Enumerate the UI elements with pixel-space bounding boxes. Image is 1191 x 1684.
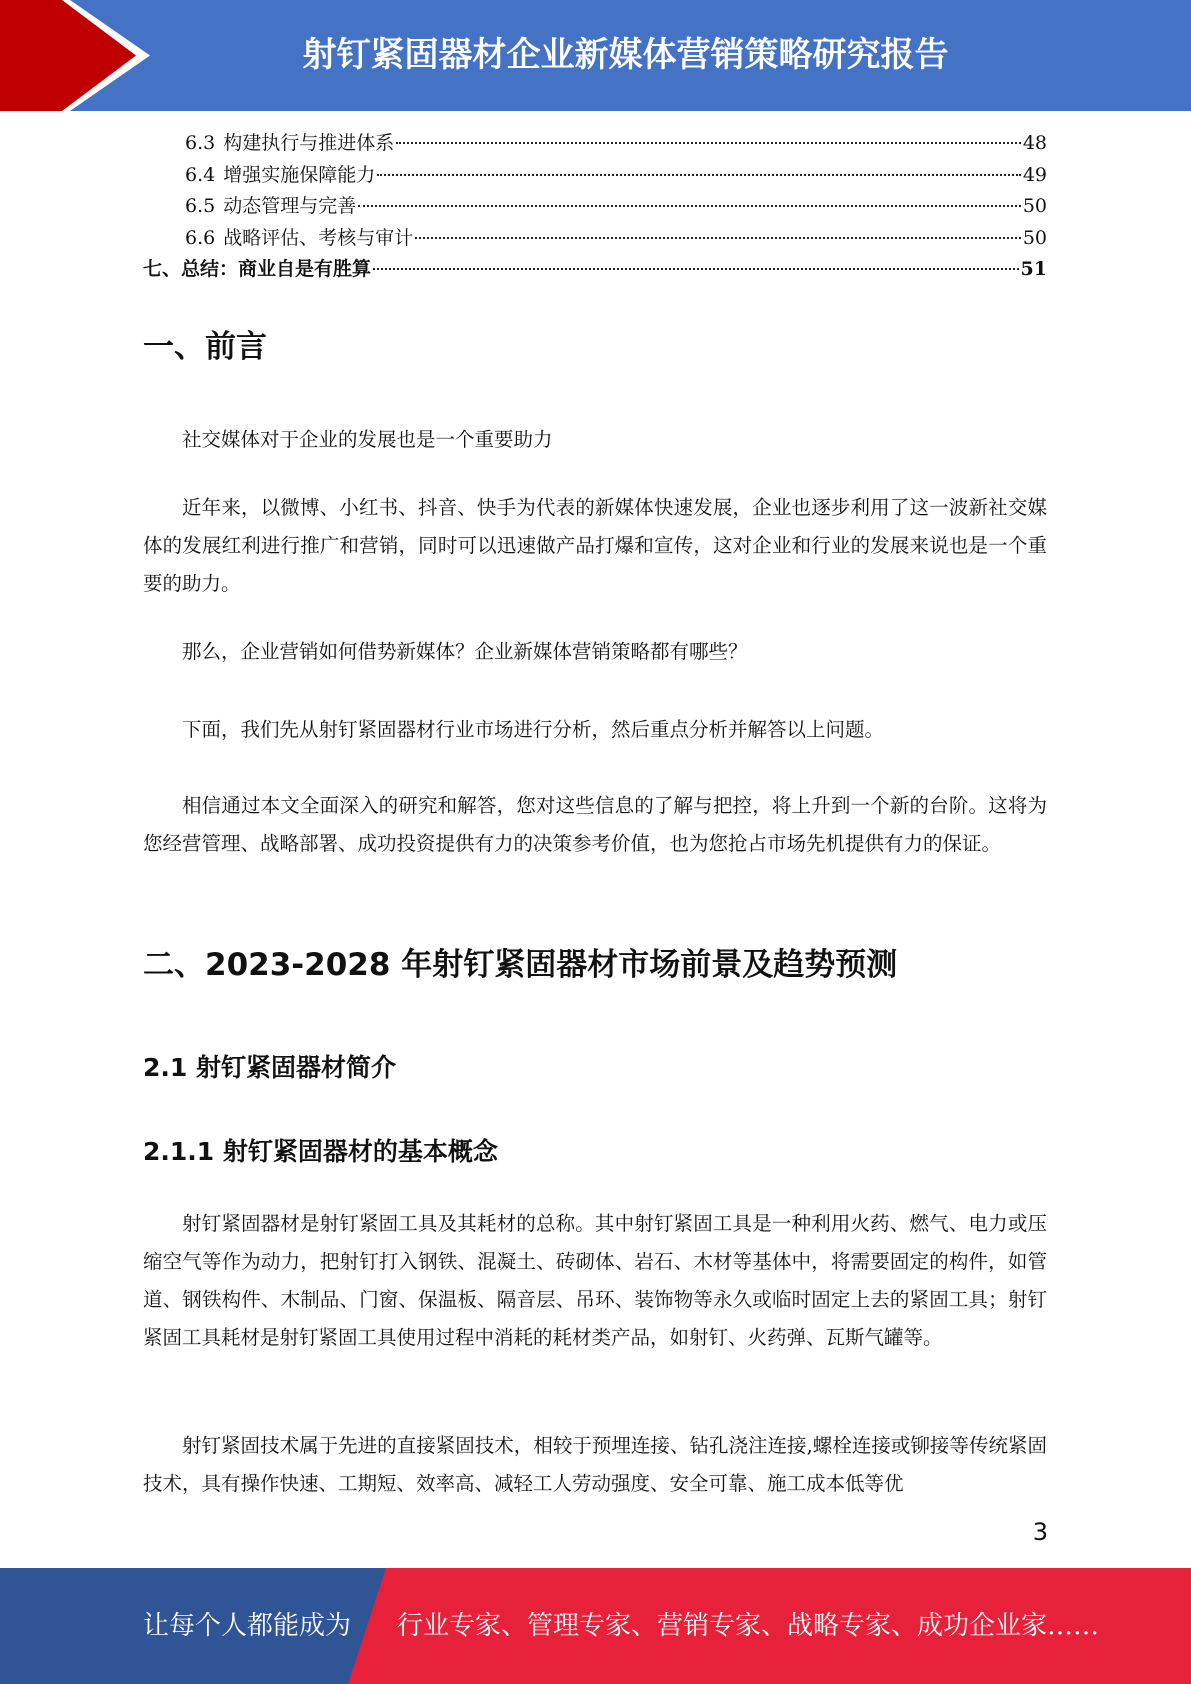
toc-entry[interactable]: [143, 128, 1047, 160]
toc-leader-dots: [373, 268, 1019, 270]
toc-entry-text: 构建执行与推进体系: [223, 132, 395, 154]
toc-entry[interactable]: [143, 160, 1047, 192]
toc-entry-page: 51: [1020, 258, 1047, 280]
toc-entry[interactable]: [143, 191, 1047, 223]
preface-paragraph-2: 近年来，以微博、小红书、抖音、快手为代表的新媒体快速发展，企业也逐步利用了这一波新社交媒体的发展红利进行推广和营销，同时可以迅速做产品打爆和宣传，这对企业和行业的发展来说也是一个重要的助力。: [143, 496, 1047, 595]
page-number: 3: [1032, 1518, 1048, 1546]
section-2-1-1-heading: 2.1.1 射钉紧固器材的基本概念: [143, 1137, 498, 1166]
footer-slogan-left: 让每个人都能成为: [143, 1611, 352, 1641]
toc-entry[interactable]: [143, 254, 1047, 286]
preface-paragraph-4: 下面，我们先从射钉紧固器材行业市场进行分析，然后重点分析并解答以上问题。: [182, 718, 885, 741]
toc-leader-dots: [377, 174, 1021, 176]
page-footer: [0, 1568, 1191, 1684]
toc-entry-number: 6.3: [185, 132, 216, 154]
table-of-contents: [143, 128, 1047, 286]
section-2-1-1-paragraph-1: 射钉紧固器材是射钉紧固工具及其耗材的总称。其中射钉紧固工具是一种利用火药、燃气、电力或压缩空气等作为动力，把射钉打入钢铁、混凝土、砖砌体、岩石、木材等基体中，将需要固定的构件，如管道、钢铁构件、木制品、门窗、保温板、隔音层、吊环、装饰物等永久或临时固定上去的紧固工具；射钉紧固工具耗材是射钉紧固工具使用过程中消耗的耗材类产品，如射钉、火药弹、瓦斯气罐等。: [143, 1212, 1047, 1349]
header-chevron-icon: [0, 0, 150, 111]
toc-entry-text: 动态管理与完善: [223, 195, 357, 217]
section-2-1-heading: 2.1 射钉紧固器材简介: [143, 1053, 396, 1082]
toc-entry-text: 战略评估、考核与审计: [223, 226, 414, 249]
toc-entry-text: 增强实施保障能力: [223, 163, 376, 186]
footer-slogan-right: 行业专家、管理专家、营销专家、战略专家、成功企业家……: [397, 1611, 1100, 1641]
toc-entry-page: 50: [1022, 195, 1047, 217]
toc-entry-page: 49: [1022, 163, 1047, 186]
toc-entry-number: 6.4: [185, 163, 216, 186]
toc-entry-page: 50: [1022, 226, 1047, 249]
preface-paragraph-1: 社交媒体对于企业的发展也是一个重要助力: [182, 428, 553, 451]
toc-leader-dots: [396, 142, 1021, 144]
page-header: [0, 0, 1191, 111]
preface-heading: 一、前言: [143, 329, 267, 365]
toc-entry-number: 6.6: [185, 226, 216, 249]
toc-entry[interactable]: [143, 223, 1047, 255]
toc-leader-dots: [358, 205, 1021, 207]
preface-paragraph-3: 那么，企业营销如何借势新媒体？企业新媒体营销策略都有哪些？: [182, 640, 748, 663]
chapter-2-heading: 二、2023-2028 年射钉紧固器材市场前景及趋势预测: [143, 947, 898, 983]
report-title: 射钉紧固器材企业新媒体营销策略研究报告: [302, 35, 949, 75]
toc-entry-text: 七、总结：商业自是有胜算: [143, 258, 372, 280]
toc-entry-page: 48: [1022, 132, 1047, 154]
toc-leader-dots: [415, 237, 1021, 239]
section-2-1-1-paragraph-2: 射钉紧固技术属于先进的直接紧固技术，相较于预埋连接、钻孔浇注连接,螺栓连接或铆接等传统紧固技术，具有操作快速、工期短、效率高、减轻工人劳动强度、安全可靠、施工成本低等优: [143, 1434, 1047, 1495]
toc-entry-number: 6.5: [185, 195, 216, 217]
preface-paragraph-5: 相信通过本文全面深入的研究和解答，您对这些信息的了解与把控，将上升到一个新的台阶。这将为您经营管理、战略部署、成功投资提供有力的决策参考价值，也为您抢占市场先机提供有力的保证。: [143, 794, 1047, 855]
